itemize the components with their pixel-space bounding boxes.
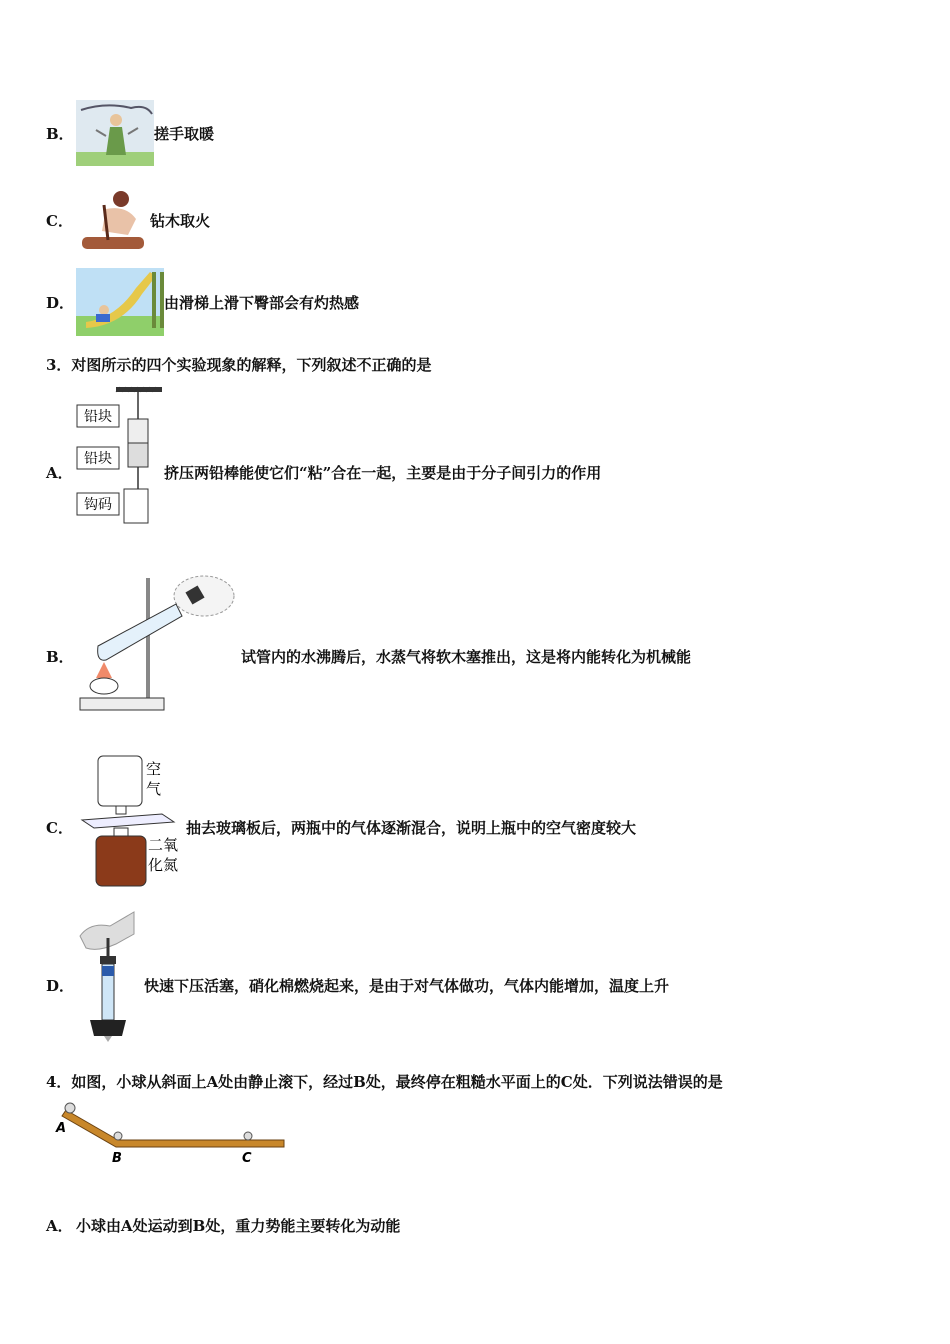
drilling-wood-icon xyxy=(76,185,150,255)
rubbing-hands-icon xyxy=(76,100,154,166)
fig-label: 化氮 xyxy=(148,856,179,874)
test-tube-figure xyxy=(76,570,236,716)
q2-option-c xyxy=(46,185,210,255)
q4-option-a xyxy=(46,1214,400,1236)
option-text: 试管内的水沸腾后，水蒸气将软木塞推出，这是将内能转化为机械能 xyxy=(241,647,692,666)
option-text: 抽去玻璃板后，两瓶中的气体逐渐混合，说明上瓶中的空气密度较大 xyxy=(186,818,637,837)
fig-label: 钩码 xyxy=(84,497,112,513)
q3-option-a xyxy=(46,461,601,483)
option-text: 钻木取火 xyxy=(150,211,211,230)
option-label: D． xyxy=(46,293,75,312)
q3-option-c xyxy=(46,816,636,838)
q2-option-d xyxy=(46,268,359,336)
option-label: A． xyxy=(46,1216,73,1235)
slide-icon xyxy=(76,268,164,336)
option-text: 快速下压活塞，硝化棉燃烧起来，是由于对气体做功，气体内能增加，温度上升 xyxy=(144,976,670,995)
option-label: B． xyxy=(46,647,74,666)
q3-option-b xyxy=(46,645,691,667)
ball-ramp-figure xyxy=(52,1100,288,1170)
fig-label: 二氧 xyxy=(148,836,179,854)
q3-option-d xyxy=(46,974,669,996)
fig-label: A xyxy=(56,1121,67,1136)
option-label: D． xyxy=(46,976,75,995)
fig-label: 铅块 xyxy=(84,409,112,425)
option-text: 小球由A处运动到B处，重力势能主要转化为动能 xyxy=(76,1216,401,1235)
option-text: 搓手取暖 xyxy=(154,124,215,143)
q4-stem xyxy=(46,1070,723,1092)
fig-label: 气 xyxy=(146,780,162,798)
q3-stem xyxy=(46,353,431,375)
fig-label: B xyxy=(112,1151,122,1166)
fig-label: 空 xyxy=(146,760,162,778)
option-label: C． xyxy=(46,818,73,837)
option-label: C． xyxy=(46,211,73,230)
fig-label: C xyxy=(242,1151,252,1166)
option-text: 挤压两铅棒能使它们“粘”合在一起，主要是由于分子间引力的作用 xyxy=(164,463,602,482)
fig-label: 铅块 xyxy=(84,451,112,467)
lead-blocks-figure xyxy=(76,385,166,534)
q2-option-b xyxy=(46,100,214,166)
option-label: A． xyxy=(46,463,73,482)
option-label: B． xyxy=(46,124,74,143)
question-stem: 3．对图所示的四个实验现象的解释，下列叙述不正确的是 xyxy=(46,355,432,374)
option-text: 由滑梯上滑下臀部会有灼热感 xyxy=(164,293,360,312)
question-stem: 4．如图，小球从斜面上A处由静止滚下，经过B处，最终停在粗糙水平面上的C处．下列说法错误的是 xyxy=(46,1072,723,1091)
